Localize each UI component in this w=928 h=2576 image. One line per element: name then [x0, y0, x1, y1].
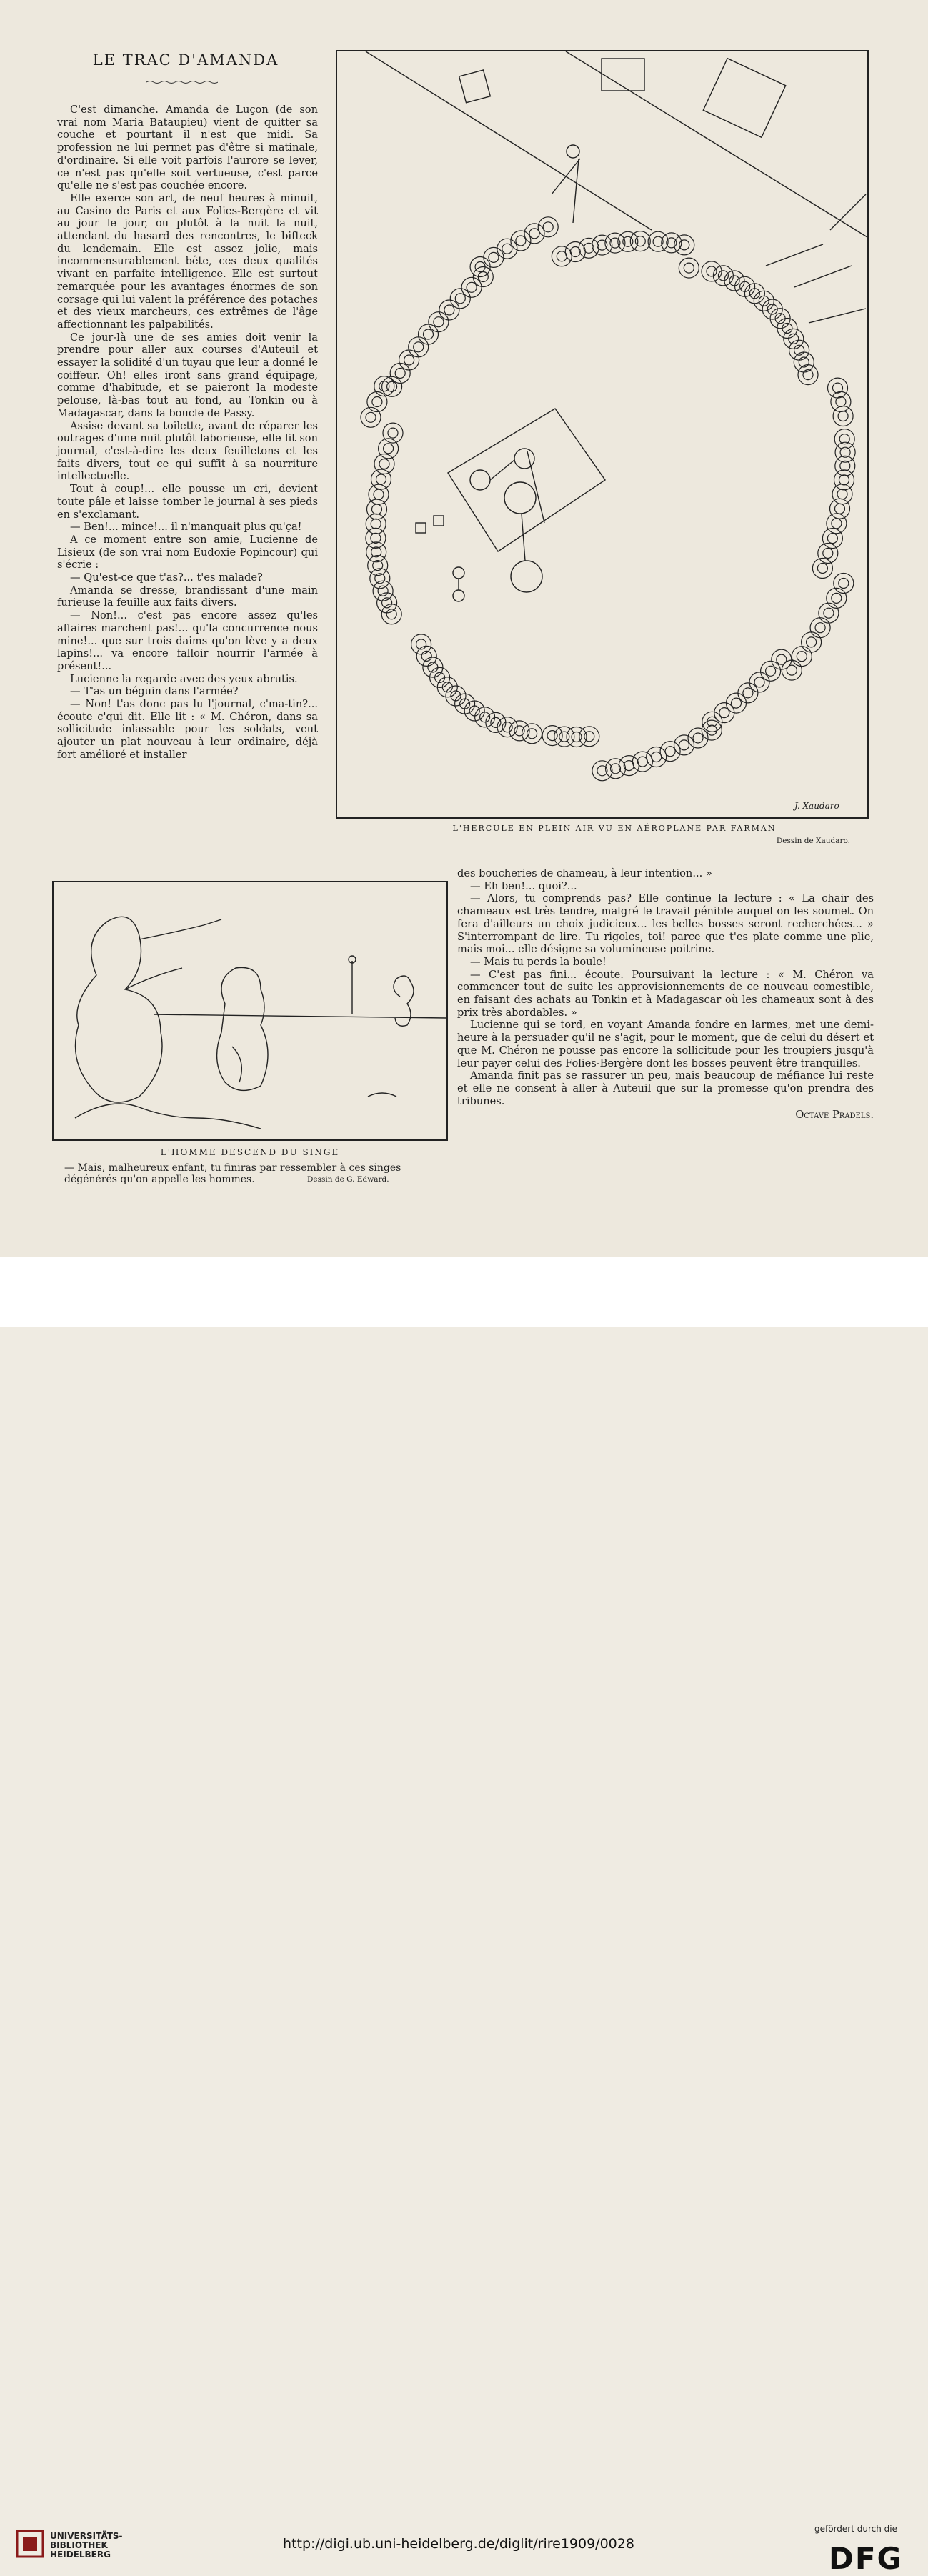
funding-label: gefördert durch die: [814, 2524, 897, 2534]
author-signature: Octave Pradels.: [795, 1109, 874, 1122]
paragraph: Amanda finit pas se rassurer un peu, mais beaucoup de méfiance lui reste et elle ne consent à aller à Auteuil que sur la promesse qu'on prendra des tribunes.: [457, 1069, 874, 1107]
university-seal-icon: [16, 2530, 44, 2558]
paragraph: Lucienne la regarde avec des yeux abrutis.: [70, 672, 298, 685]
document-page: [0, 0, 928, 1257]
paragraph: — Ben!... mince!... il n'manquait plus qu'ça!: [70, 521, 302, 534]
title-ornament: [146, 80, 218, 84]
paragraph: Ce jour-là une de ses amies doit venir la prendre pour aller aux courses d'Auteuil et essayer la solidité d'un tuyau que leur a donné le coiffeur. Oh! elles iront sans grand équipage, comme d'habitude, et se paieront la modeste pelouse, là-bas tout au fond, au Tonkin ou à Madagascar, dans la boucle de Passy.: [57, 331, 318, 419]
paragraph: Tout à coup!... elle pousse un cri, devient toute pâle et laisse tomber le journal à ses pieds en s'exclamant.: [57, 483, 318, 521]
main-illustration-credit: Dessin de Xaudaro.: [776, 837, 850, 845]
paragraph: C'est dimanche. Amanda de Luçon (de son vrai nom Maria Bataupieu) vient de quitter sa couche et pourtant il n'est que midi. Sa profession ne lui permet pas d'être si matinale, d'ordinaire. Si elle voit parfois l'aurore se lever, ce n'est pas qu'elle soit vertueuse, c'est parce qu'elle ne s'est pas couchée encore.: [57, 104, 318, 192]
digitization-footer: [0, 1257, 928, 2576]
paragraph: des boucheries de chameau, à leur intention... »: [457, 867, 712, 879]
paragraph: — Mais tu perds la boule!: [470, 955, 607, 968]
paragraph: A ce moment entre son amie, Lucienne de Lisieux (de son vrai nom Eudoxie Popincour) qui s'écrie :: [57, 533, 318, 571]
paragraph: Elle exerce son art, de neuf heures à minuit, au Casino de Paris et aux Folies-Bergère et vit au jour le jour, ou plutôt à la nuit la nuit, attendant du hasard des rencontres, le bifteck du lendemain. Elle est assez jolie, mais incommensurablement bête, ces deux qualités vivant en parfaite intelligence. Elle est surtout remarquée pour les avantages énormes de son corsage qui lui valent la préférence des potaches et des vieux marcheurs, ces extrêmes de l'âge affectionnant les palpabilités.: [57, 191, 318, 331]
small-illustration-credit: Dessin de G. Edward.: [307, 1175, 389, 1184]
permalink-url[interactable]: http://digi.ub.uni-heidelberg.de/diglit/rire1909/0028: [283, 2536, 634, 2552]
library-name: UNIVERSITÄTS- BIBLIOTHEK HEIDELBERG: [50, 2531, 123, 2560]
paragraph: Lucienne qui se tord, en voyant Amanda fondre en larmes, met une demi-heure à la persuader qu'il ne s'agit, pour le moment, que de celui du désert et que M. Chéron ne pousse pas encore la sollicitude pour les troupiers jusqu'à leur payer celui des Folies-Bergère dont les bosses peuvent être tranquilles.: [457, 1019, 874, 1069]
paragraph: — Non!... c'est pas encore assez qu'les affaires marchent pas!... qu'la concurrence nous mine!... que sur trois daims qu'on lève y a deux lapins!... va encore falloir nourrir l'armée à présent!...: [57, 609, 318, 672]
main-illustration: [336, 50, 869, 819]
paragraph: — Eh ben!... quoi?...: [470, 879, 577, 892]
paragraph: Amanda se dresse, brandissant d'une main furieuse la feuille aux faits divers.: [57, 584, 318, 609]
small-illustration: [52, 881, 448, 1141]
small-illustration-caption: L'HOMME DESCEND DU SINGE: [160, 1147, 340, 1157]
apes-drawing: [54, 882, 446, 1139]
paragraph: — C'est pas fini... écoute. Poursuivant la lecture : « M. Chéron va commencer tout de suite les approvisionnements de ce nouveau comestible, en faisant des achats au Tonkin et à Madagascar où les chameaux sont à des prix très abordables. »: [457, 968, 874, 1019]
paragraph: — Non! t'as donc pas lu l'journal, c'ma-tin?... écoute c'qui dit. Elle lit : « M. Chéron, dans sa sollicitude inlassable pour les soldats, veut ajouter un plat nouveau à leur ordinaire, déjà fort amélioré et installer: [57, 698, 318, 761]
crowd-aerial-drawing: [337, 51, 867, 817]
main-illustration-caption: L'HERCULE EN PLEIN AIR VU EN AÉROPLANE PAR FARMAN: [452, 824, 777, 833]
article-right-column: [457, 867, 874, 1122]
dfg-logo: DFG: [829, 2541, 904, 2576]
artist-signature: J. Xaudaro: [794, 801, 839, 811]
paragraph: Assise devant sa toilette, avant de réparer les outrages d'une nuit plutôt laborieuse, elle lit son journal, c'est-à-dire les deux feuilletons et les faits divers, tout ce qui suffit à sa nourriture intellectuelle.: [57, 419, 318, 483]
paragraph: — T'as un béguin dans l'armée?: [70, 685, 239, 698]
paragraph: — Qu'est-ce que t'as?... t'es malade?: [70, 571, 263, 584]
paragraph: — Alors, tu comprends pas? Elle continue la lecture : « La chair des chameaux est très tendre, malgré le travail pénible auquel on les soumet. On fera d'ailleurs un choix judicieux... les belles bosses seront recherchées... » S'interrompant de lire. Tu rigoles, toi! parce que t'es plate comme une plie, mais moi... elle désigne sa volumineuse poitrine.: [457, 892, 874, 956]
small-illustration-legend: — Mais, malheureux enfant, tu finiras par ressembler à ces singes dégénérés qu'on appelle les hommes.: [64, 1162, 401, 1185]
article-title: LE TRAC D'AMANDA: [92, 51, 279, 69]
article-left-column: [57, 104, 318, 762]
